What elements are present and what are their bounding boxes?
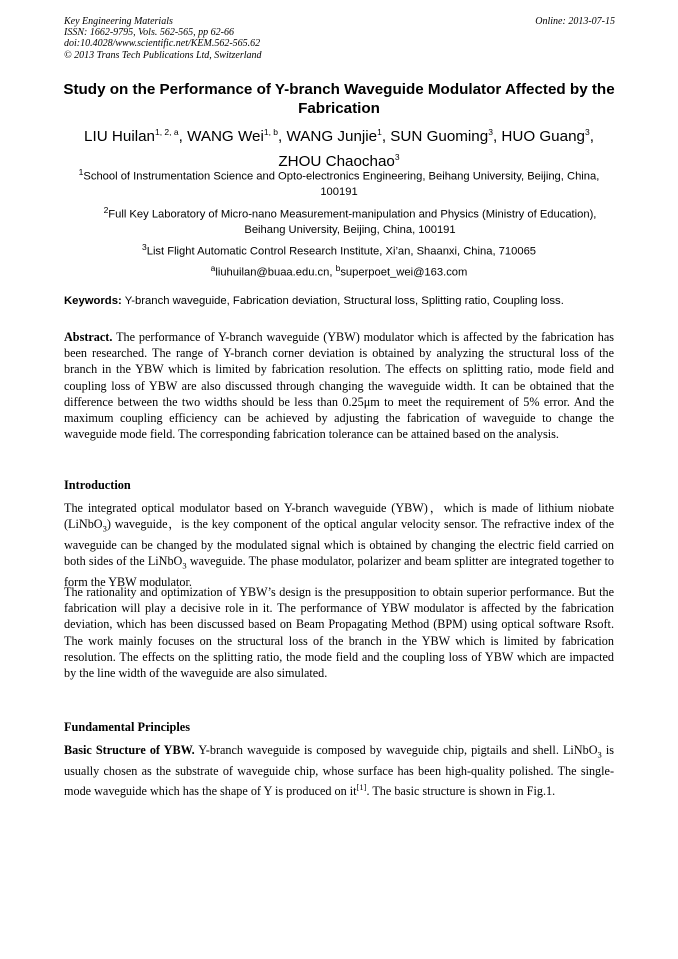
affiliation-text: School of Instrumentation Science and Opto-electronics Engineering, Beihang University, Beijing, China, 100191 — [83, 170, 600, 198]
affiliation-number: 2 — [103, 205, 109, 215]
affiliation-text: List Flight Automatic Control Research Institute, Xi’an, Shaanxi, China, 710065 — [146, 245, 537, 258]
email-a: liuhuilan@buaa.edu.cn, — [215, 266, 336, 279]
affiliation-number: 1 — [78, 167, 84, 177]
author-separator: , — [381, 128, 391, 146]
author-name: LIU Huilan — [84, 128, 155, 146]
journal-header — [64, 16, 262, 61]
body-text: . The basic structure is shown in Fig.1. — [366, 783, 556, 798]
online-date: Online: 2013-07-15 — [535, 16, 615, 27]
email-mark: a — [210, 263, 216, 273]
section-heading-fundamental: Fundamental Principles — [64, 720, 191, 734]
journal-name: Key Engineering Materials — [64, 16, 173, 27]
author-separator: , — [492, 128, 502, 146]
intro-text: The integrated optical modulator based on Y-branch waveguide (YBW)，which is made of lithium niobate (LiNbO — [64, 501, 614, 532]
affiliation-3 — [64, 240, 614, 260]
intro-paragraph-1 — [64, 500, 614, 590]
affiliation-2 — [100, 203, 600, 238]
author-separator: , — [178, 128, 188, 146]
keywords — [64, 294, 624, 309]
affiliation-text: Full Key Laboratory of Micro-nano Measurement-manipulation and Physics (Ministry of Education), Beihang University, Beijing, China, 100191 — [108, 208, 597, 236]
body-text: is usually chosen as the substrate of waveguide chip, whose surface has been high-quality polished. The single-mode waveguide which has the shape of Y is produced on it — [64, 743, 615, 798]
journal-issn: ISSN: 1662-9795, Vols. 562-565, pp 62-66 — [64, 27, 234, 39]
author-name: ZHOU Chaochao — [278, 153, 395, 171]
author-affiliation-mark: 3 — [394, 152, 400, 163]
keywords-label: Keywords: — [64, 295, 122, 307]
author-separator: , — [589, 128, 594, 146]
basic-structure-paragraph — [64, 742, 614, 799]
author-name: WANG Junjie — [286, 128, 378, 146]
author-name: HUO Guang — [501, 128, 585, 146]
author-affiliation-mark: 1, 2, a — [154, 127, 179, 137]
intro-paragraph-2: The rationality and optimization of YBW’s design is the presupposition to obtain superior performance. But the fabrication will play a decisive role in it. The performance of YBW modulator is affected by the fabrication deviation, which has been discussed based on Beam Propagating Method (BPM) using optical software Rsoft. The work mainly focuses on the structural loss of the branch in the YBW which is limited by fabrication resolution. The effects on the splitting ratio, the mode field and the coupling loss of YBW which are impacted by the line width of the waveguide are also simulated. — [64, 585, 614, 681]
journal-doi: doi:10.4028/www.scientific.net/KEM.562-565.62 — [64, 38, 261, 50]
abstract-label: Abstract. — [64, 330, 113, 344]
email-mark: b — [335, 263, 341, 273]
subscript: 3 — [182, 560, 187, 571]
affiliation-1 — [64, 165, 614, 200]
section-heading-introduction: Introduction — [64, 478, 131, 492]
body-text: Y-branch waveguide is composed by waveguide chip, pigtails and shell. LiNbO — [194, 743, 598, 757]
citation-ref: [1] — [356, 781, 367, 792]
subsection-lead: Basic Structure of YBW. — [64, 743, 195, 757]
abstract — [64, 329, 614, 442]
author-affiliation-mark: 1, b — [263, 127, 279, 137]
author-affiliation-mark: 1 — [377, 127, 382, 137]
author-name: SUN Guoming — [390, 128, 489, 146]
paper-title: Study on the Performance of Y-branch Waveguide Modulator Affected by the Fabrication — [63, 81, 615, 117]
subscript: 3 — [102, 523, 107, 534]
email-line — [64, 261, 614, 281]
affiliation-number: 3 — [141, 242, 147, 252]
author-name: WANG Wei — [187, 128, 264, 146]
intro-text: waveguide. The phase modulator, polarizer and beam splitter are integrated together to form the YBW modulator. — [64, 554, 614, 589]
keywords-text: Y-branch waveguide, Fabrication deviation, Structural loss, Splitting ratio, Coupling loss. — [121, 295, 564, 307]
author-separator: , — [278, 128, 287, 146]
intro-text: ) waveguide，is the key component of the optical angular velocity sensor. The refractive index of the waveguide can be changed by the modulated signal which is obtained by changing the electric field carried on both sides of the LiNbO — [64, 517, 614, 569]
journal-copyright: © 2013 Trans Tech Publications Ltd, Switzerland — [64, 49, 262, 61]
abstract-text: The performance of Y-branch waveguide (YBW) modulator which is affected by the fabrication has been researched. The range of Y-branch corner deviation is obtained by analyzing the structural loss of the branch in the YBW which is limited by fabrication resolution. The effects on splitting ratio, mode field and coupling loss of YBW are also discussed through changing the waveguide width. It can be obtained that the difference between the two widths should be less than 0.25μm to meet the requirement of 5% error. And the maximum coupling efficiency can be achieved by adjusting the fabrication of waveguide to change the waveguide mode field. The corresponding fabrication tolerance can be attained based on the analysis. — [64, 330, 614, 442]
author-affiliation-mark: 3 — [584, 127, 590, 137]
author-affiliation-mark: 3 — [488, 127, 493, 137]
email-b: superpoet_wei@163.com — [340, 266, 468, 279]
subscript: 3 — [597, 749, 602, 760]
